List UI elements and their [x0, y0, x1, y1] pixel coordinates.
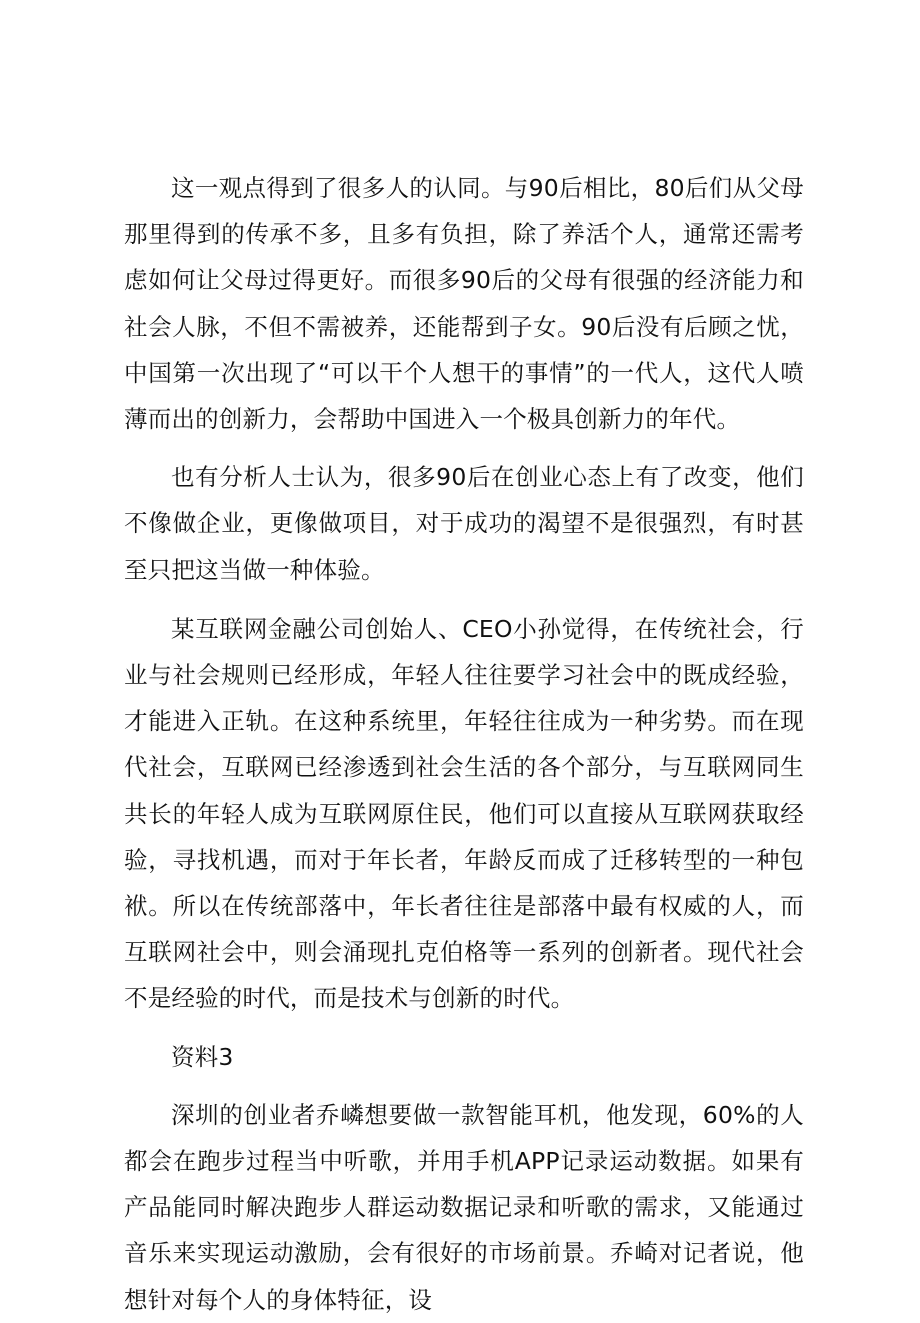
paragraph-ceo-opinion: 某互联网金融公司创始人、CEO小孙觉得，在传统社会，行业与社会规则已经形成，年轻人往往要学习社会中的既成经验，才能进入正轨。在这种系统里，年轻往往成为一种劣势。而在现代社会，互联网已经渗透到社会生活的各个部分，与互联网同生共长的年轻人成为互联网原住民，他们可以直接从互联网获取经验，寻找机遇，而对于年长者，年龄反而成了迁移转型的一种包袱。所以在传统部落中，年长者往往是部落中最有权威的人，而互联网社会中，则会涌现扎克伯格等一系列的创新者。现代社会不是经验的时代，而是技术与创新的时代。 [124, 614, 804, 1013]
paragraph-analyst-view: 也有分析人士认为，很多90后在创业心态上有了改变，他们不像做企业，更像做项目，对于成功的渴望不是很强烈，有时甚至只把这当做一种体验。 [124, 463, 804, 584]
paragraph-90s-vs-80s: 这一观点得到了很多人的认同。与90后相比，80后们从父母那里得到的传承不多，且多有负担，除了养活个人，通常还需考虑如何让父母过得更好。而很多90后的父母有很强的经济能力和社会人脉，不但不需被养，还能帮到子女。90后没有后顾之忧，中国第一次出现了“可以干个人想干的事情”的一代人，这代人喷薄而出的创新力，会帮助中国进入一个极具创新力的年代。 [124, 174, 804, 434]
document-body [124, 165, 804, 1323]
section-heading-material-3: 资料3 [171, 1042, 234, 1071]
paragraph-smart-earphone: 深圳的创业者乔嶙想要做一款智能耳机，他发现，60%的人都会在跑步过程当中听歌，并用手机APP记录运动数据。如果有产品能同时解决跑步人群运动数据记录和听歌的需求，又能通过音乐来实现运动激励，会有很好的市场前景。乔崎对记者说，他想针对每个人的身体特征，设 [124, 1100, 804, 1314]
